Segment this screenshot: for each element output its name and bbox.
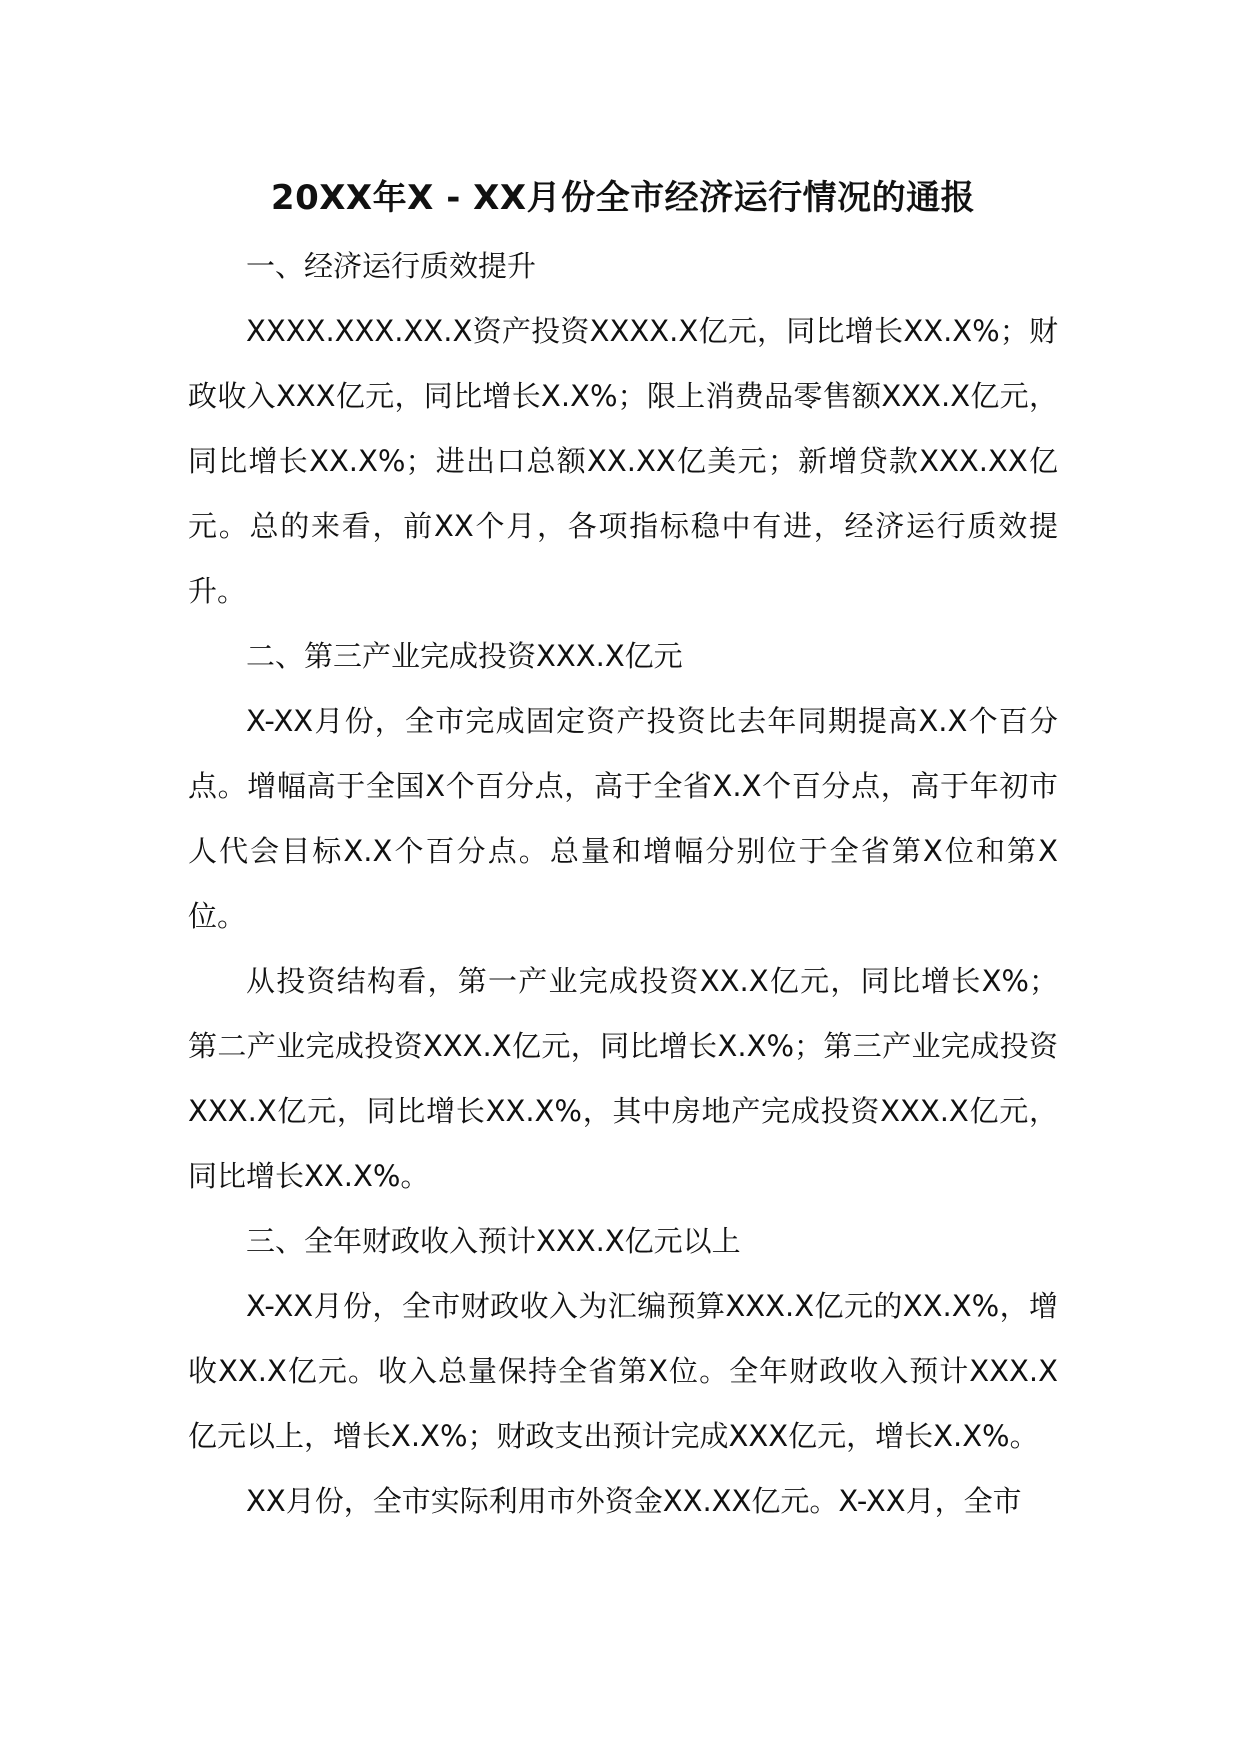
document-title: 20XX年X - XX月份全市经济运行情况的通报 [270, 178, 976, 218]
paragraph-4: X-XX月份，全市财政收入为汇编预算XXX.X亿元的XX.X%，增收XX.X亿元。收入总量保持全省第X位。全年财政收入预计XXX.X亿元以上，增长X.X%；财政支出预计完成XXX亿元，增长X.X%。 [188, 1289, 1058, 1453]
document-body [188, 172, 1058, 1534]
section-heading-3: 三、全年财政收入预计XXX.X亿元以上 [246, 1224, 741, 1258]
paragraph-2: X-XX月份，全市完成固定资产投资比去年同期提高X.X个百分点。增幅高于全国X个百分点，高于全省X.X个百分点，高于年初市人代会目标X.X个百分点。总量和增幅分别位于全省第X位和第X位。 [188, 704, 1058, 933]
paragraph-3: 从投资结构看，第一产业完成投资XX.X亿元，同比增长X%；第二产业完成投资XXX.X亿元，同比增长X.X%；第三产业完成投资XXX.X亿元，同比增长XX.X%，其中房地产完成投资XXX.X亿元，同比增长XX.X%。 [188, 964, 1058, 1193]
section-heading-2: 二、第三产业完成投资XXX.X亿元 [246, 639, 683, 673]
paragraph-5: XX月份，全市实际利用市外资金XX.XX亿元。X-XX月，全市 [246, 1484, 1022, 1518]
section-heading-1: 一、经济运行质效提升 [246, 249, 537, 283]
paragraph-1: XXXX.XXX.XX.X资产投资XXXX.X亿元，同比增长XX.X%；财政收入XXX亿元，同比增长X.X%；限上消费品零售额XXX.X亿元，同比增长XX.X%；进出口总额XX.XX亿美元；新增贷款XXX.XX亿元。总的来看，前XX个月，各项指标稳中有进，经济运行质效提升。 [188, 314, 1058, 608]
